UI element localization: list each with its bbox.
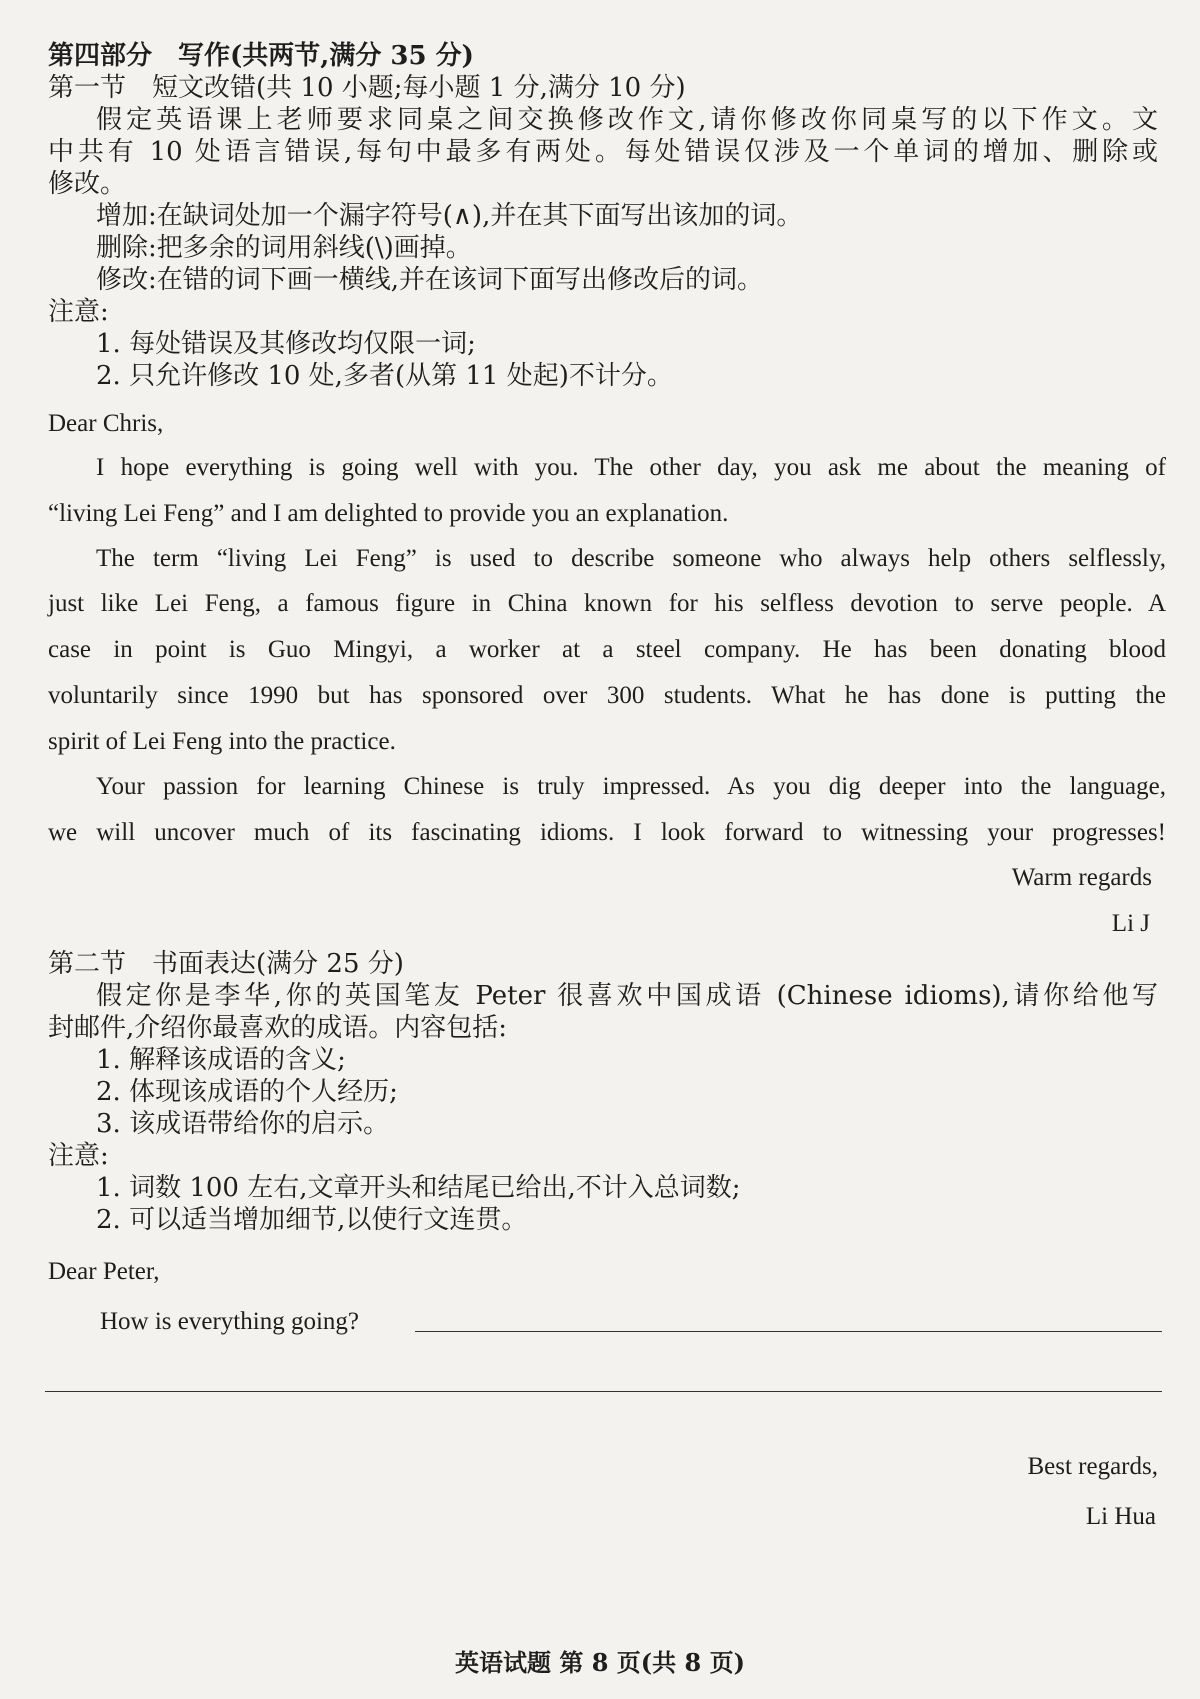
- paragraph-3-line-2: we will uncover much of its fascinating idioms. I look forward to witnessing your progresses!: [48, 819, 1166, 846]
- section1-intro-line3: 修改。: [48, 169, 127, 199]
- section2-note-2: 2. 可以适当增加细节,以使行文连贯。: [96, 1205, 528, 1235]
- paragraph-2-line-5: spirit of Lei Feng into the practice.: [48, 728, 396, 755]
- section1-intro-line1: 假定英语课上老师要求同桌之间交换修改作文,请你修改你同桌写的以下作文。文: [96, 105, 1158, 135]
- page-footer: 英语试题 第 8 页(共 8 页): [455, 1648, 745, 1677]
- section2-intro-line2: 封邮件,介绍你最喜欢的成语。内容包括:: [48, 1013, 508, 1043]
- note-item-1: 1. 每处错误及其修改均仅限一词;: [96, 329, 476, 359]
- rule-add: 增加:在缺词处加一个漏字符号(∧),并在其下面写出该加的词。: [96, 201, 803, 231]
- section2-title: 第二节 书面表达(满分 25 分): [48, 949, 404, 979]
- section1-intro-line2: 中共有 10 处语言错误,每句中最多有两处。每处错误仅涉及一个单词的增加、删除或: [48, 137, 1158, 167]
- answer-line-2: [45, 1391, 1162, 1392]
- letter-closing: Warm regards: [1011, 864, 1152, 891]
- letter2-opening: How is everything going?: [100, 1308, 359, 1335]
- section2-note-label: 注意:: [48, 1141, 109, 1171]
- part-title: 第四部分 写作(共两节,满分 35 分): [48, 41, 474, 71]
- letter2-signature: Li Hua: [1085, 1503, 1156, 1530]
- paragraph-2-line-2: just like Lei Feng, a famous figure in China known for his selfless devotion to serve people. A: [48, 590, 1166, 617]
- paragraph-2-line-1: The term “living Lei Feng” is used to describe someone who always help others selflessly,: [96, 545, 1166, 572]
- content-item-3: 3. 该成语带给你的启示。: [96, 1109, 390, 1139]
- letter2-closing: Best regards,: [1027, 1453, 1158, 1480]
- paragraph-1-line-2: “living Lei Feng” and I am delighted to provide you an explanation.: [48, 500, 729, 527]
- letter-signature: Li J: [1111, 910, 1150, 937]
- note-item-2: 2. 只允许修改 10 处,多者(从第 11 处起)不计分。: [96, 361, 673, 391]
- content-item-2: 2. 体现该成语的个人经历;: [96, 1077, 398, 1107]
- section1-title: 第一节 短文改错(共 10 小题;每小题 1 分,满分 10 分): [48, 73, 686, 103]
- section2-note-1: 1. 词数 100 左右,文章开头和结尾已给出,不计入总词数;: [96, 1173, 741, 1203]
- paragraph-3-line-1: Your passion for learning Chinese is truly impressed. As you dig deeper into the language,: [96, 773, 1166, 800]
- letter2-greeting: Dear Peter,: [48, 1258, 160, 1285]
- paragraph-2-line-4: voluntarily since 1990 but has sponsored over 300 students. What he has done is putting the: [48, 682, 1166, 709]
- content-item-1: 1. 解释该成语的含义;: [96, 1045, 346, 1075]
- note-label: 注意:: [48, 297, 109, 327]
- rule-delete: 删除:把多余的词用斜线(\)画掉。: [96, 233, 472, 263]
- answer-line-1: [415, 1331, 1162, 1332]
- letter-greeting: Dear Chris,: [48, 410, 164, 437]
- rule-modify: 修改:在错的词下画一横线,并在该词下面写出修改后的词。: [96, 265, 764, 295]
- paragraph-2-line-3: case in point is Guo Mingyi, a worker at a steel company. He has been donating blood: [48, 636, 1166, 663]
- section2-intro-line1: 假定你是李华,你的英国笔友 Peter 很喜欢中国成语 (Chinese idioms),请你给他写: [96, 981, 1158, 1011]
- paragraph-1-line-1: I hope everything is going well with you. The other day, you ask me about the meaning of: [96, 454, 1166, 481]
